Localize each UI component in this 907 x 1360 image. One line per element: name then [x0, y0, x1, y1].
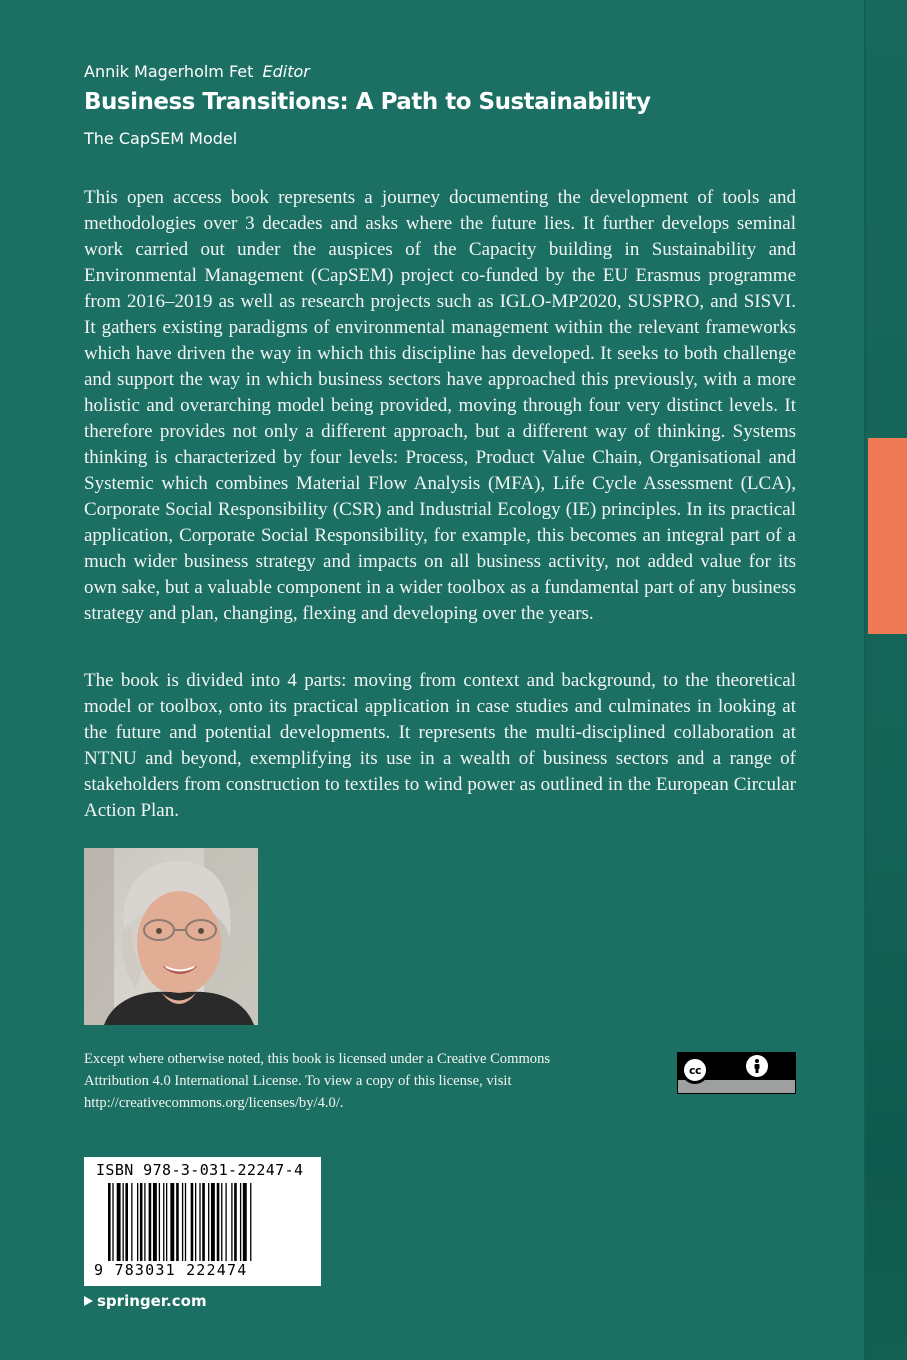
publisher-link[interactable]: [84, 1292, 207, 1310]
attribution-person-icon: [746, 1055, 768, 1077]
barcode-bars: [108, 1183, 304, 1261]
editor-line: [84, 62, 310, 81]
book-title: Business Transitions: A Path to Sustainability: [84, 89, 651, 115]
blurb-paragraph-2: The book is divided into 4 parts: moving from context and background, to the theoretical model or toolbox, onto its practical application in case studies and culminates in looking at the future and potential developments. It represents the multi-disciplined collaboration at NTNU and beyond, exemplifying its use in a wealth of business sectors and a range of stakeholders from construction to textiles to wind power as outlined in the European Circular Action Plan.: [84, 670, 796, 821]
isbn-barcode: [84, 1157, 321, 1286]
license-notice: Except where otherwise noted, this book is licensed under a Creative Commons Attribution 4.0 International License. To view a copy of this license, visit http://creativecommons.org/licenses/by/4.0/.: [84, 1051, 551, 1111]
publisher-url: springer.com: [97, 1292, 207, 1310]
blurb-paragraph-1: This open access book represents a journey documenting the development of tools and methodologies over 3 decades and asks where the future lies. It further develops seminal work carried out under the auspices of the Capacity building in Sustainability and Environmental Management (CapSEM) project co-funded by the EU Erasmus programme from 2016–2019 as well as research projects such as IGLO-MP2020, SUSPRO, and SISVI. It gathers existing paradigms of environmental management within the relevant frameworks which have driven the way in which this discipline has developed. It seeks to both challenge and support the way in which business sectors have approached this previously, with a more holistic and overarching model being provided, moving through four very distinct levels. It therefore provides not only a different approach, but a different way of thinking. Systems thinking is characterized by four levels: Process, Product Value Chain, Organisational and Systemic which combines Material Flow Analysis (MFA), Life Cycle Assessment (LCA), Corporate Social Responsibility (CSR) and Industrial Ecology (IE) principles. In its practical application, Corporate Social Responsibility, for example, this becomes an integral part of a much wider business strategy and impacts on all business activity, not added value for its own sake, but a valuable component in a wider toolbox as a fundamental part of any business strategy and plan, changing, flexing and developing over the years.: [84, 187, 796, 624]
editor-role: Editor: [262, 62, 310, 81]
editor-name: Annik Magerholm Fet: [84, 62, 254, 81]
author-photo: [84, 848, 258, 1025]
cc-icon: cc: [681, 1056, 709, 1084]
cc-by-license-badge[interactable]: [677, 1052, 796, 1094]
book-subtitle: The CapSEM Model: [84, 129, 238, 148]
ean-digits: 9 783031 222474: [94, 1261, 248, 1279]
arrow-right-icon: [84, 1292, 93, 1310]
isbn-label: ISBN 978-3-031-22247-4: [96, 1161, 304, 1179]
book-spine: [866, 0, 907, 1360]
spine-accent-band: [868, 438, 907, 634]
